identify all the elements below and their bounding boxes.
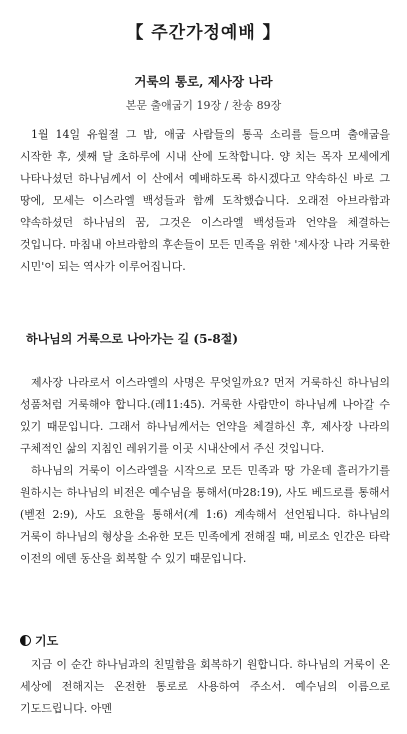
intro-paragraph-block (20, 124, 390, 278)
prayer-heading (20, 632, 58, 649)
section-paragraph-1: 제사장 나라로서 이스라엘의 사명은 무엇일까요? 먼저 거룩하신 하나님의 성품처럼 거룩해야 합니다.(레11:45). 거룩한 사람만이 하나님께 나아갈 수 있기 때문입니다. 그래서 하나님께서는 언약을 체결하신 후, 제사장 나라의 구체적인 삶의 지침인 레위기를 이곳 시내산에서 주신 것입니다. (20, 376, 390, 455)
section-paragraph-2: 하나님의 거룩이 이스라엘을 시작으로 모든 민족과 땅 가운데 흘러가기를 원하시는 하나님의 비전은 예수님을 통해서(마28:19), 사도 베드로를 통해서(벧전 2:9), 사도 요한을 통해서(계 1:6) 계속해서 선언됩니다. 하나님의 거룩이 하나님의 형상을 소유한 모든 민족에게 전해질 때, 비로소 인간은 타락 이전의 에덴 동산을 회복할 수 있기 때문입니다. (20, 464, 390, 565)
prayer-text: 지금 이 순간 하나님과의 친밀함을 회복하기 원합니다. 하나님의 거룩이 온 세상에 전해지는 온전한 통로로 사용하여 주소서. 예수님의 이름으로 기도드립니다. 아멘 (20, 658, 390, 715)
prayer-block (20, 654, 390, 720)
prayer-heading-label: 기도 (35, 634, 59, 648)
section-body-block (20, 372, 390, 570)
section-heading: 하나님의 거룩으로 나아가는 길 (5-8절) (26, 332, 239, 346)
page-title: 【 주간가정예배 】 (126, 23, 281, 43)
half-circle-bullet-icon (20, 635, 31, 646)
intro-paragraph: 1월 14일 유월절 그 밤, 애굽 사람들의 통곡 소리를 들으며 출애굽을 시작한 후, 셋째 달 초하루에 시내 산에 도착합니다. 양 치는 목자 모세에게 나타나셨던 하나님께서 이 산에서 예배하도록 하시겠다고 약속하신 바로 그 땅에, 모세는 이스라엘 백성들과 함께 도착했습니다. 오래전 아브라함과 약속하셨던 하나님의 꿈, 그것은 이스라엘 백성들과 언약을 체결하는 것입니다. 마침내 아브라함의 후손들이 모든 민족을 위한 '제사장 나라 거룩한 시민'이 되는 역사가 이루어집니다. (20, 128, 390, 273)
scripture-reference: 본문 출애굽기 19장 / 찬송 89장 (125, 99, 282, 112)
sermon-subtitle: 거룩의 통로, 제사장 나라 (134, 74, 273, 89)
